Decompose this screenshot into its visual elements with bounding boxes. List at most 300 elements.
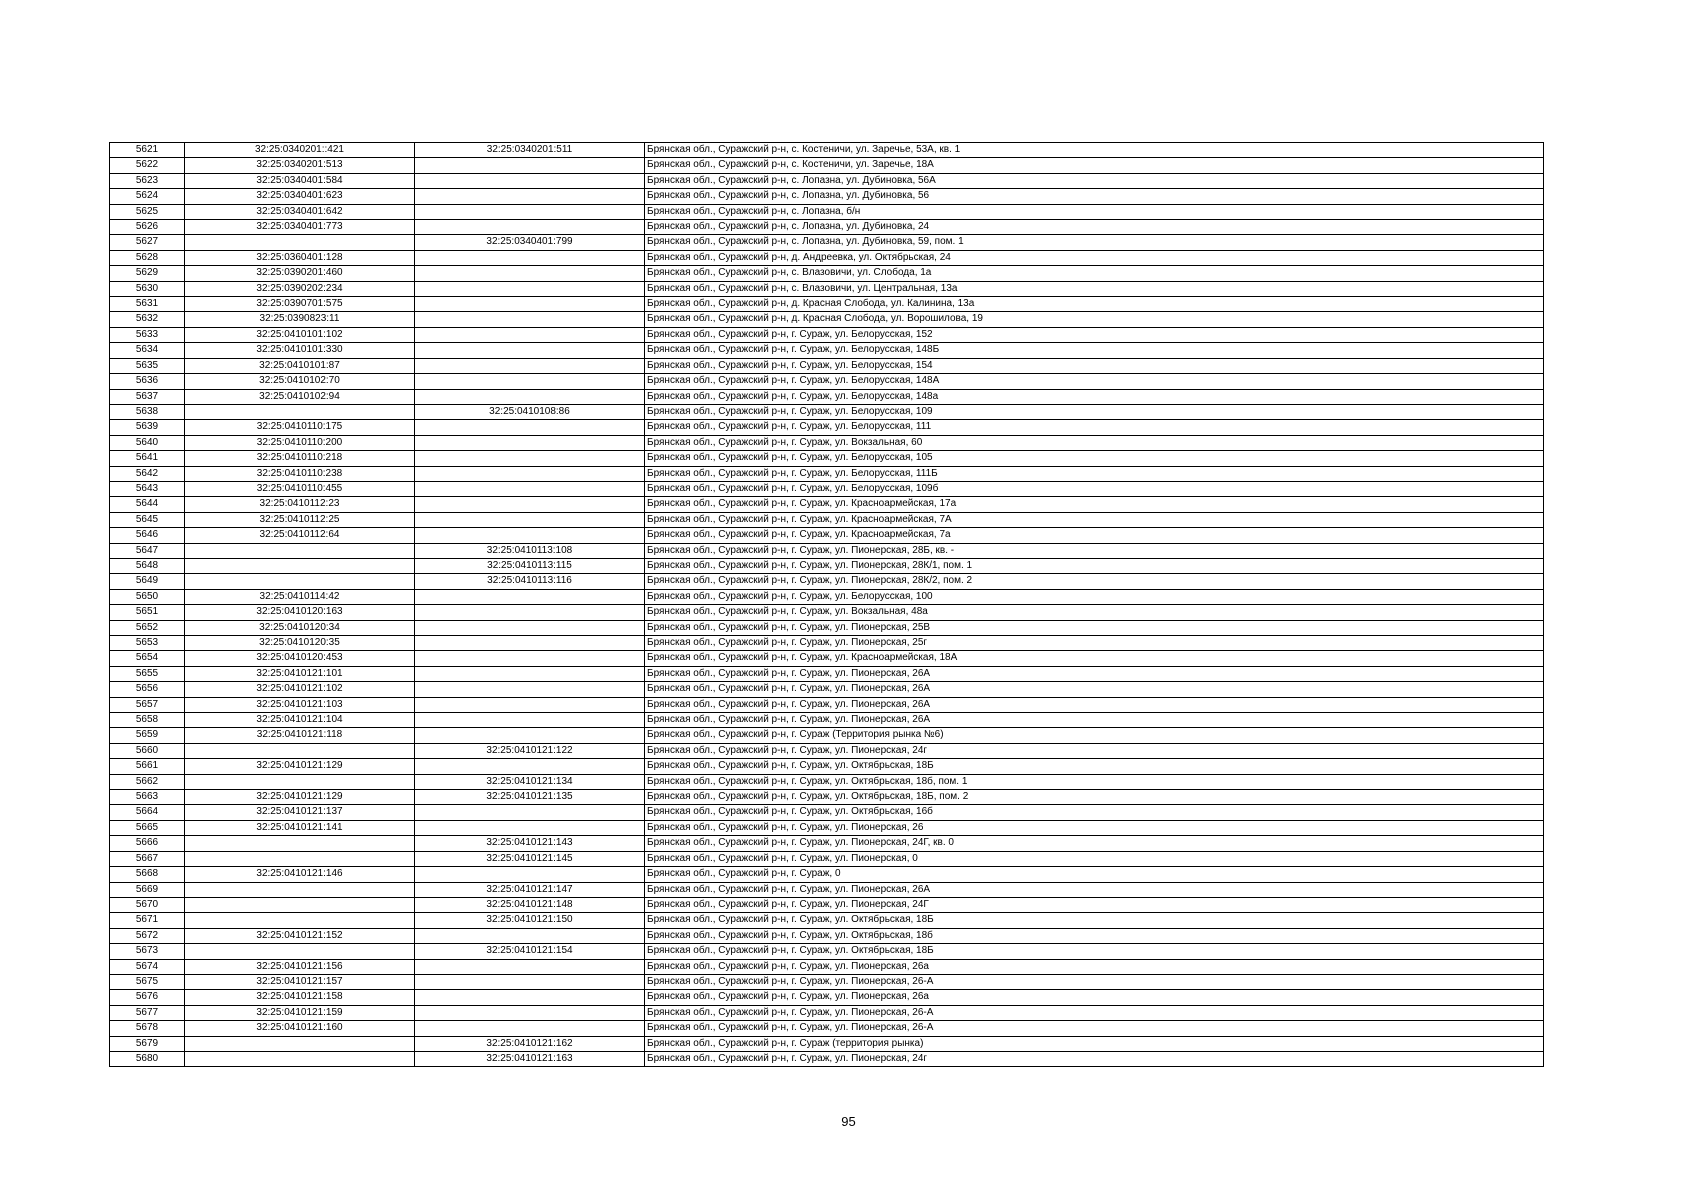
land-cadastral-number-cell: 32:25:0390823:11 xyxy=(185,312,415,327)
table-row xyxy=(110,220,1544,235)
table-row xyxy=(110,1021,1544,1036)
table-row xyxy=(110,158,1544,173)
row-number-cell: 5653 xyxy=(110,636,185,651)
row-number-cell: 5643 xyxy=(110,481,185,496)
land-cadastral-number-cell: 32:25:0340201::421 xyxy=(185,143,415,158)
land-cadastral-number-cell: 32:25:0410112:25 xyxy=(185,512,415,527)
address-cell: Брянская обл., Суражский р-н, г. Сураж (территория рынка) xyxy=(645,1036,1544,1051)
object-cadastral-number-cell xyxy=(415,589,645,604)
table-row xyxy=(110,867,1544,882)
land-cadastral-number-cell: 32:25:0410110:455 xyxy=(185,481,415,496)
row-number-cell: 5654 xyxy=(110,651,185,666)
object-cadastral-number-cell xyxy=(415,358,645,373)
object-cadastral-number-cell xyxy=(415,250,645,265)
land-cadastral-number-cell: 32:25:0410102:70 xyxy=(185,374,415,389)
address-cell: Брянская обл., Суражский р-н, г. Сураж, ул. Белорусская, 148а xyxy=(645,389,1544,404)
land-cadastral-number-cell: 32:25:0340401:773 xyxy=(185,220,415,235)
land-cadastral-number-cell xyxy=(185,913,415,928)
land-cadastral-number-cell: 32:25:0410121:159 xyxy=(185,1005,415,1020)
address-cell: Брянская обл., Суражский р-н, г. Сураж, ул. Белорусская, 109 xyxy=(645,404,1544,419)
address-cell: Брянская обл., Суражский р-н, с. Лопазна, ул. Дубиновка, 59, пом. 1 xyxy=(645,235,1544,250)
object-cadastral-number-cell: 32:25:0410121:147 xyxy=(415,882,645,897)
address-cell: Брянская обл., Суражский р-н, г. Сураж, ул. Пионерская, 28Б, кв. - xyxy=(645,543,1544,558)
object-cadastral-number-cell xyxy=(415,389,645,404)
object-cadastral-number-cell: 32:25:0410121:148 xyxy=(415,897,645,912)
land-cadastral-number-cell: 32:25:0410121:160 xyxy=(185,1021,415,1036)
address-cell: Брянская обл., Суражский р-н, г. Сураж, ул. Пионерская, 26А xyxy=(645,697,1544,712)
table-row xyxy=(110,312,1544,327)
row-number-cell: 5675 xyxy=(110,974,185,989)
table-row xyxy=(110,944,1544,959)
object-cadastral-number-cell xyxy=(415,759,645,774)
table-row xyxy=(110,558,1544,573)
land-cadastral-number-cell: 32:25:0410121:118 xyxy=(185,728,415,743)
object-cadastral-number-cell xyxy=(415,189,645,204)
address-cell: Брянская обл., Суражский р-н, г. Сураж, ул. Пионерская, 26-А xyxy=(645,1021,1544,1036)
row-number-cell: 5667 xyxy=(110,851,185,866)
row-number-cell: 5677 xyxy=(110,1005,185,1020)
row-number-cell: 5625 xyxy=(110,204,185,219)
address-cell: Брянская обл., Суражский р-н, г. Сураж, ул. Октябрьская, 18Б, пом. 2 xyxy=(645,790,1544,805)
table-row xyxy=(110,451,1544,466)
table-row xyxy=(110,481,1544,496)
object-cadastral-number-cell xyxy=(415,1005,645,1020)
table-row xyxy=(110,173,1544,188)
object-cadastral-number-cell xyxy=(415,651,645,666)
table-row xyxy=(110,543,1544,558)
land-cadastral-number-cell: 32:25:0410121:103 xyxy=(185,697,415,712)
table-row xyxy=(110,666,1544,681)
row-number-cell: 5678 xyxy=(110,1021,185,1036)
table-row xyxy=(110,235,1544,250)
object-cadastral-number-cell: 32:25:0410121:163 xyxy=(415,1051,645,1066)
table-row xyxy=(110,697,1544,712)
address-cell: Брянская обл., Суражский р-н, г. Сураж, ул. Пионерская, 26А xyxy=(645,713,1544,728)
row-number-cell: 5626 xyxy=(110,220,185,235)
address-cell: Брянская обл., Суражский р-н, г. Сураж, ул. Пионерская, 24г xyxy=(645,743,1544,758)
table-row xyxy=(110,497,1544,512)
table-row xyxy=(110,820,1544,835)
row-number-cell: 5672 xyxy=(110,928,185,943)
object-cadastral-number-cell xyxy=(415,312,645,327)
land-cadastral-number-cell xyxy=(185,836,415,851)
table-row xyxy=(110,882,1544,897)
object-cadastral-number-cell xyxy=(415,266,645,281)
row-number-cell: 5674 xyxy=(110,959,185,974)
object-cadastral-number-cell: 32:25:0410121:154 xyxy=(415,944,645,959)
row-number-cell: 5655 xyxy=(110,666,185,681)
row-number-cell: 5628 xyxy=(110,250,185,265)
table-row xyxy=(110,913,1544,928)
row-number-cell: 5639 xyxy=(110,420,185,435)
object-cadastral-number-cell xyxy=(415,497,645,512)
row-number-cell: 5650 xyxy=(110,589,185,604)
land-cadastral-number-cell xyxy=(185,897,415,912)
object-cadastral-number-cell xyxy=(415,728,645,743)
table-row xyxy=(110,189,1544,204)
object-cadastral-number-cell: 32:25:0340401:799 xyxy=(415,235,645,250)
object-cadastral-number-cell xyxy=(415,636,645,651)
land-cadastral-number-cell: 32:25:0410121:137 xyxy=(185,805,415,820)
land-cadastral-number-cell: 32:25:0410120:34 xyxy=(185,620,415,635)
object-cadastral-number-cell xyxy=(415,220,645,235)
table-row xyxy=(110,713,1544,728)
table-row xyxy=(110,728,1544,743)
object-cadastral-number-cell xyxy=(415,528,645,543)
land-cadastral-number-cell: 32:25:0340401:642 xyxy=(185,204,415,219)
row-number-cell: 5673 xyxy=(110,944,185,959)
address-cell: Брянская обл., Суражский р-н, г. Сураж, ул. Красноармейская, 7а xyxy=(645,528,1544,543)
row-number-cell: 5642 xyxy=(110,466,185,481)
address-cell: Брянская обл., Суражский р-н, с. Лопазна, б/н xyxy=(645,204,1544,219)
address-cell: Брянская обл., Суражский р-н, г. Сураж, ул. Белорусская, 111 xyxy=(645,420,1544,435)
land-cadastral-number-cell: 32:25:0410121:141 xyxy=(185,820,415,835)
table-row xyxy=(110,574,1544,589)
table-row xyxy=(110,620,1544,635)
row-number-cell: 5624 xyxy=(110,189,185,204)
land-cadastral-number-cell: 32:25:0410121:157 xyxy=(185,974,415,989)
row-number-cell: 5627 xyxy=(110,235,185,250)
row-number-cell: 5644 xyxy=(110,497,185,512)
address-cell: Брянская обл., Суражский р-н, г. Сураж, ул. Вокзальная, 48а xyxy=(645,605,1544,620)
table-row xyxy=(110,774,1544,789)
land-cadastral-number-cell: 32:25:0410101:102 xyxy=(185,327,415,342)
object-cadastral-number-cell xyxy=(415,204,645,219)
row-number-cell: 5640 xyxy=(110,435,185,450)
row-number-cell: 5629 xyxy=(110,266,185,281)
table-row xyxy=(110,636,1544,651)
object-cadastral-number-cell xyxy=(415,682,645,697)
object-cadastral-number-cell xyxy=(415,451,645,466)
address-cell: Брянская обл., Суражский р-н, с. Влазовичи, ул. Центральная, 13а xyxy=(645,281,1544,296)
row-number-cell: 5661 xyxy=(110,759,185,774)
table-row xyxy=(110,466,1544,481)
row-number-cell: 5662 xyxy=(110,774,185,789)
address-cell: Брянская обл., Суражский р-н, г. Сураж, ул. Красноармейская, 17а xyxy=(645,497,1544,512)
address-cell: Брянская обл., Суражский р-н, г. Сураж, ул. Пионерская, 26 xyxy=(645,820,1544,835)
address-cell: Брянская обл., Суражский р-н, г. Сураж, ул. Октябрьская, 18Б xyxy=(645,944,1544,959)
address-cell: Брянская обл., Суражский р-н, г. Сураж, ул. Пионерская, 26а xyxy=(645,959,1544,974)
land-cadastral-number-cell: 32:25:0340201:513 xyxy=(185,158,415,173)
table-row xyxy=(110,435,1544,450)
table-row xyxy=(110,589,1544,604)
land-cadastral-number-cell: 32:25:0410121:152 xyxy=(185,928,415,943)
table-row xyxy=(110,974,1544,989)
object-cadastral-number-cell xyxy=(415,343,645,358)
table-row xyxy=(110,743,1544,758)
table-row xyxy=(110,343,1544,358)
page-number: 95 xyxy=(841,1114,856,1129)
row-number-cell: 5679 xyxy=(110,1036,185,1051)
land-cadastral-number-cell: 32:25:0410102:94 xyxy=(185,389,415,404)
table-row xyxy=(110,404,1544,419)
object-cadastral-number-cell xyxy=(415,281,645,296)
address-cell: Брянская обл., Суражский р-н, г. Сураж, ул. Вокзальная, 60 xyxy=(645,435,1544,450)
row-number-cell: 5630 xyxy=(110,281,185,296)
row-number-cell: 5649 xyxy=(110,574,185,589)
row-number-cell: 5634 xyxy=(110,343,185,358)
row-number-cell: 5641 xyxy=(110,451,185,466)
table-row xyxy=(110,605,1544,620)
land-cadastral-number-cell: 32:25:0410121:158 xyxy=(185,990,415,1005)
object-cadastral-number-cell xyxy=(415,974,645,989)
land-cadastral-number-cell: 32:25:0410120:453 xyxy=(185,651,415,666)
object-cadastral-number-cell xyxy=(415,697,645,712)
address-cell: Брянская обл., Суражский р-н, г. Сураж, ул. Октябрьская, 18б xyxy=(645,928,1544,943)
row-number-cell: 5676 xyxy=(110,990,185,1005)
object-cadastral-number-cell xyxy=(415,173,645,188)
land-cadastral-number-cell: 32:25:0410121:129 xyxy=(185,759,415,774)
object-cadastral-number-cell xyxy=(415,466,645,481)
table-row xyxy=(110,281,1544,296)
object-cadastral-number-cell: 32:25:0410113:108 xyxy=(415,543,645,558)
table-row xyxy=(110,374,1544,389)
address-cell: Брянская обл., Суражский р-н, г. Сураж, ул. Красноармейская, 18А xyxy=(645,651,1544,666)
object-cadastral-number-cell xyxy=(415,158,645,173)
table-row xyxy=(110,651,1544,666)
address-cell: Брянская обл., Суражский р-н, г. Сураж, ул. Белорусская, 148А xyxy=(645,374,1544,389)
object-cadastral-number-cell xyxy=(415,805,645,820)
object-cadastral-number-cell xyxy=(415,297,645,312)
address-cell: Брянская обл., Суражский р-н, г. Сураж, ул. Октябрьская, 16б xyxy=(645,805,1544,820)
land-cadastral-number-cell: 32:25:0410114:42 xyxy=(185,589,415,604)
land-cadastral-number-cell xyxy=(185,1036,415,1051)
address-cell: Брянская обл., Суражский р-н, г. Сураж, ул. Октябрьская, 18Б xyxy=(645,759,1544,774)
row-number-cell: 5631 xyxy=(110,297,185,312)
row-number-cell: 5665 xyxy=(110,820,185,835)
table-row xyxy=(110,790,1544,805)
address-cell: Брянская обл., Суражский р-н, г. Сураж, ул. Пионерская, 28К/1, пом. 1 xyxy=(645,558,1544,573)
address-cell: Брянская обл., Суражский р-н, г. Сураж, ул. Белорусская, 109б xyxy=(645,481,1544,496)
address-cell: Брянская обл., Суражский р-н, д. Андреевка, ул. Октябрьская, 24 xyxy=(645,250,1544,265)
table-row xyxy=(110,297,1544,312)
address-cell: Брянская обл., Суражский р-н, г. Сураж, ул. Пионерская, 26а xyxy=(645,990,1544,1005)
land-cadastral-number-cell xyxy=(185,574,415,589)
land-cadastral-number-cell: 32:25:0390201:460 xyxy=(185,266,415,281)
address-cell: Брянская обл., Суражский р-н, г. Сураж, ул. Белорусская, 148Б xyxy=(645,343,1544,358)
land-cadastral-number-cell: 32:25:0410110:218 xyxy=(185,451,415,466)
object-cadastral-number-cell xyxy=(415,867,645,882)
land-cadastral-number-cell: 32:25:0410101:87 xyxy=(185,358,415,373)
table-row xyxy=(110,1005,1544,1020)
table-row xyxy=(110,959,1544,974)
row-number-cell: 5668 xyxy=(110,867,185,882)
object-cadastral-number-cell xyxy=(415,666,645,681)
row-number-cell: 5621 xyxy=(110,143,185,158)
address-cell: Брянская обл., Суражский р-н, г. Сураж, ул. Октябрьская, 18б, пом. 1 xyxy=(645,774,1544,789)
address-cell: Брянская обл., Суражский р-н, г. Сураж, ул. Пионерская, 28К/2, пом. 2 xyxy=(645,574,1544,589)
table-row xyxy=(110,805,1544,820)
land-cadastral-number-cell: 32:25:0410101:330 xyxy=(185,343,415,358)
land-cadastral-number-cell: 32:25:0410121:102 xyxy=(185,682,415,697)
object-cadastral-number-cell: 32:25:0410121:135 xyxy=(415,790,645,805)
address-cell: Брянская обл., Суражский р-н, г. Сураж, ул. Пионерская, 24Г, кв. 0 xyxy=(645,836,1544,851)
table-row xyxy=(110,851,1544,866)
row-number-cell: 5651 xyxy=(110,605,185,620)
address-cell: Брянская обл., Суражский р-н, г. Сураж, ул. Пионерская, 25г xyxy=(645,636,1544,651)
object-cadastral-number-cell xyxy=(415,481,645,496)
object-cadastral-number-cell: 32:25:0410113:115 xyxy=(415,558,645,573)
land-cadastral-number-cell: 32:25:0410121:146 xyxy=(185,867,415,882)
object-cadastral-number-cell xyxy=(415,327,645,342)
address-cell: Брянская обл., Суражский р-н, г. Сураж, ул. Белорусская, 152 xyxy=(645,327,1544,342)
table-row xyxy=(110,327,1544,342)
table-row xyxy=(110,143,1544,158)
row-number-cell: 5648 xyxy=(110,558,185,573)
address-cell: Брянская обл., Суражский р-н, г. Сураж, ул. Пионерская, 26-А xyxy=(645,1005,1544,1020)
land-cadastral-number-cell: 32:25:0410121:156 xyxy=(185,959,415,974)
row-number-cell: 5669 xyxy=(110,882,185,897)
table-row xyxy=(110,1036,1544,1051)
object-cadastral-number-cell xyxy=(415,1021,645,1036)
row-number-cell: 5666 xyxy=(110,836,185,851)
row-number-cell: 5680 xyxy=(110,1051,185,1066)
address-cell: Брянская обл., Суражский р-н, с. Лопазна, ул. Дубиновка, 24 xyxy=(645,220,1544,235)
land-cadastral-number-cell: 32:25:0410120:35 xyxy=(185,636,415,651)
row-number-cell: 5664 xyxy=(110,805,185,820)
row-number-cell: 5622 xyxy=(110,158,185,173)
object-cadastral-number-cell xyxy=(415,959,645,974)
address-cell: Брянская обл., Суражский р-н, г. Сураж, ул. Красноармейская, 7А xyxy=(645,512,1544,527)
address-cell: Брянская обл., Суражский р-н, г. Сураж, ул. Пионерская, 24Г xyxy=(645,897,1544,912)
object-cadastral-number-cell xyxy=(415,713,645,728)
land-cadastral-number-cell: 32:25:0390202:234 xyxy=(185,281,415,296)
row-number-cell: 5658 xyxy=(110,713,185,728)
table-row xyxy=(110,266,1544,281)
land-cadastral-number-cell xyxy=(185,543,415,558)
address-cell: Брянская обл., Суражский р-н, г. Сураж, ул. Пионерская, 24г xyxy=(645,1051,1544,1066)
row-number-cell: 5657 xyxy=(110,697,185,712)
address-cell: Брянская обл., Суражский р-н, с. Лопазна, ул. Дубиновка, 56А xyxy=(645,173,1544,188)
object-cadastral-number-cell: 32:25:0340201:511 xyxy=(415,143,645,158)
object-cadastral-number-cell: 32:25:0410108:86 xyxy=(415,404,645,419)
row-number-cell: 5638 xyxy=(110,404,185,419)
land-cadastral-number-cell: 32:25:0410112:23 xyxy=(185,497,415,512)
address-cell: Брянская обл., Суражский р-н, г. Сураж, ул. Белорусская, 100 xyxy=(645,589,1544,604)
row-number-cell: 5656 xyxy=(110,682,185,697)
address-cell: Брянская обл., Суражский р-н, г. Сураж, ул. Пионерская, 0 xyxy=(645,851,1544,866)
row-number-cell: 5670 xyxy=(110,897,185,912)
land-cadastral-number-cell: 32:25:0410121:129 xyxy=(185,790,415,805)
row-number-cell: 5636 xyxy=(110,374,185,389)
land-cadastral-number-cell: 32:25:0340401:584 xyxy=(185,173,415,188)
table-row xyxy=(110,1051,1544,1066)
address-cell: Брянская обл., Суражский р-н, г. Сураж, ул. Белорусская, 154 xyxy=(645,358,1544,373)
row-number-cell: 5623 xyxy=(110,173,185,188)
address-cell: Брянская обл., Суражский р-н, г. Сураж, ул. Пионерская, 26-А xyxy=(645,974,1544,989)
object-cadastral-number-cell xyxy=(415,435,645,450)
row-number-cell: 5646 xyxy=(110,528,185,543)
object-cadastral-number-cell xyxy=(415,420,645,435)
land-cadastral-number-cell: 32:25:0340401:623 xyxy=(185,189,415,204)
land-cadastral-number-cell: 32:25:0410121:104 xyxy=(185,713,415,728)
object-cadastral-number-cell: 32:25:0410121:150 xyxy=(415,913,645,928)
table-row xyxy=(110,759,1544,774)
object-cadastral-number-cell xyxy=(415,374,645,389)
land-cadastral-number-cell xyxy=(185,851,415,866)
land-cadastral-number-cell xyxy=(185,235,415,250)
row-number-cell: 5659 xyxy=(110,728,185,743)
land-cadastral-number-cell: 32:25:0410110:200 xyxy=(185,435,415,450)
land-cadastral-number-cell xyxy=(185,558,415,573)
land-cadastral-number-cell: 32:25:0410110:238 xyxy=(185,466,415,481)
land-cadastral-number-cell xyxy=(185,944,415,959)
object-cadastral-number-cell: 32:25:0410121:134 xyxy=(415,774,645,789)
row-number-cell: 5635 xyxy=(110,358,185,373)
row-number-cell: 5647 xyxy=(110,543,185,558)
table-row xyxy=(110,420,1544,435)
row-number-cell: 5637 xyxy=(110,389,185,404)
object-cadastral-number-cell xyxy=(415,620,645,635)
address-cell: Брянская обл., Суражский р-н, г. Сураж, ул. Пионерская, 26А xyxy=(645,666,1544,681)
object-cadastral-number-cell: 32:25:0410121:143 xyxy=(415,836,645,851)
land-cadastral-number-cell: 32:25:0410120:163 xyxy=(185,605,415,620)
address-cell: Брянская обл., Суражский р-н, с. Лопазна, ул. Дубиновка, 56 xyxy=(645,189,1544,204)
object-cadastral-number-cell: 32:25:0410121:162 xyxy=(415,1036,645,1051)
table-row xyxy=(110,512,1544,527)
address-cell: Брянская обл., Суражский р-н, г. Сураж, ул. Октябрьская, 18Б xyxy=(645,913,1544,928)
address-cell: Брянская обл., Суражский р-н, д. Красная Слобода, ул. Калинина, 13а xyxy=(645,297,1544,312)
row-number-cell: 5645 xyxy=(110,512,185,527)
land-cadastral-number-cell: 32:25:0410121:101 xyxy=(185,666,415,681)
table-row xyxy=(110,204,1544,219)
address-cell: Брянская обл., Суражский р-н, г. Сураж, ул. Пионерская, 25В xyxy=(645,620,1544,635)
land-cadastral-number-cell xyxy=(185,1051,415,1066)
address-cell: Брянская обл., Суражский р-н, г. Сураж, 0 xyxy=(645,867,1544,882)
address-cell: Брянская обл., Суражский р-н, д. Красная Слобода, ул. Ворошилова, 19 xyxy=(645,312,1544,327)
table-row xyxy=(110,358,1544,373)
land-cadastral-number-cell xyxy=(185,743,415,758)
object-cadastral-number-cell: 32:25:0410113:116 xyxy=(415,574,645,589)
object-cadastral-number-cell xyxy=(415,928,645,943)
row-number-cell: 5633 xyxy=(110,327,185,342)
address-cell: Брянская обл., Суражский р-н, г. Сураж, ул. Пионерская, 26А xyxy=(645,882,1544,897)
address-cell: Брянская обл., Суражский р-н, с. Костеничи, ул. Заречье, 53А, кв. 1 xyxy=(645,143,1544,158)
table-row xyxy=(110,928,1544,943)
row-number-cell: 5660 xyxy=(110,743,185,758)
property-register-table xyxy=(109,142,1544,1067)
address-cell: Брянская обл., Суражский р-н, г. Сураж (Территория рынка №6) xyxy=(645,728,1544,743)
land-cadastral-number-cell: 32:25:0390701:575 xyxy=(185,297,415,312)
table-row xyxy=(110,836,1544,851)
address-cell: Брянская обл., Суражский р-н, с. Влазовичи, ул. Слобода, 1а xyxy=(645,266,1544,281)
address-cell: Брянская обл., Суражский р-н, г. Сураж, ул. Пионерская, 26А xyxy=(645,682,1544,697)
object-cadastral-number-cell: 32:25:0410121:145 xyxy=(415,851,645,866)
land-cadastral-number-cell: 32:25:0360401:128 xyxy=(185,250,415,265)
row-number-cell: 5671 xyxy=(110,913,185,928)
object-cadastral-number-cell xyxy=(415,990,645,1005)
row-number-cell: 5632 xyxy=(110,312,185,327)
address-cell: Брянская обл., Суражский р-н, г. Сураж, ул. Белорусская, 105 xyxy=(645,451,1544,466)
land-cadastral-number-cell xyxy=(185,882,415,897)
land-cadastral-number-cell xyxy=(185,774,415,789)
address-cell: Брянская обл., Суражский р-н, с. Костеничи, ул. Заречье, 18А xyxy=(645,158,1544,173)
land-cadastral-number-cell xyxy=(185,404,415,419)
table-row xyxy=(110,897,1544,912)
object-cadastral-number-cell xyxy=(415,820,645,835)
table-row xyxy=(110,528,1544,543)
register-table-body xyxy=(110,143,1544,1067)
table-row xyxy=(110,990,1544,1005)
row-number-cell: 5652 xyxy=(110,620,185,635)
object-cadastral-number-cell xyxy=(415,512,645,527)
table-row xyxy=(110,389,1544,404)
land-cadastral-number-cell: 32:25:0410110:175 xyxy=(185,420,415,435)
object-cadastral-number-cell xyxy=(415,605,645,620)
address-cell: Брянская обл., Суражский р-н, г. Сураж, ул. Белорусская, 111Б xyxy=(645,466,1544,481)
land-cadastral-number-cell: 32:25:0410112:64 xyxy=(185,528,415,543)
table-row xyxy=(110,682,1544,697)
